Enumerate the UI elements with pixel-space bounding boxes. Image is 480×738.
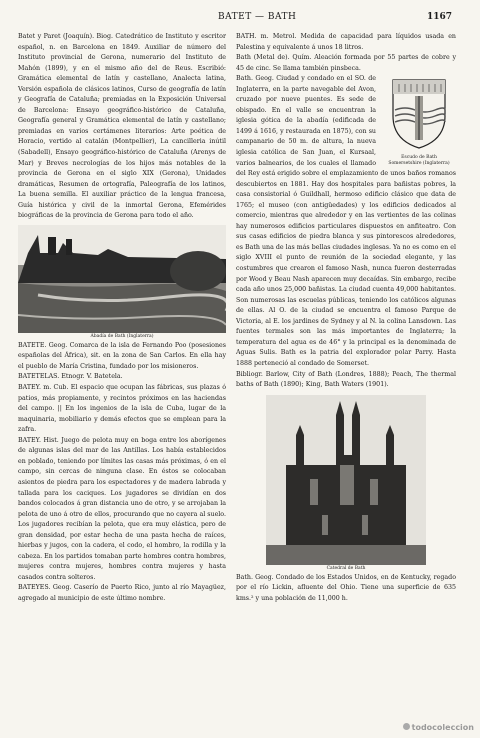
- abbey-photo: [18, 225, 226, 333]
- entry-bateyes: BATEYES. Geog. Caserío de Puerto Rico, junto al río Mayagüez, agregado al municipio de este último nombre.: [18, 584, 226, 602]
- left-column: [18, 32, 226, 605]
- coat-of-arms-block: [382, 76, 456, 167]
- entry-bath-metal: Bath (Metal de). Quím. Aleación formada por 55 partes de cobre y 45 de cinc. Se llama también pinsbeca.: [236, 54, 456, 72]
- abbey-illustration: [18, 225, 226, 333]
- entry-batete: BATETE. Geog. Comarca de la isla de Fernando Poo (posesiones españolas del África), sit. en la zona de San Carlos. En ella hay el pueblo de María Cristina, fundado por los misioneros.: [18, 341, 226, 370]
- photo-caption-cathedral: Catedral de Bath: [326, 565, 366, 571]
- running-head: BATET — BATH: [218, 12, 297, 22]
- entry-bath-geog-city: Bath. Geog. Ciudad y condado en el SO. de Inglaterra, en la parte navegable del Avon, cruzado por nueve puentes. Es sede de obispado. En el valle se encuentran la iglesia gótica de la abadía (edificada de 1499 á 1616, y restaurada en 1875), con su campanario de 50 m. de altura, la nueva iglesia católica de San Juan, el Kursaal, varios balnearios, de los cuales el llamado del Rey está erigido sobre el emplazamiento de unos baños romanos descubiertos en 1881. Hay dos hospitales para bañistas pobres, la casa consistorial ó Guildhall, hermoso edificio clásico que data de 1765; el museo (con antigüedades) y los edificios dedicados al comercio, mientras que alrededor y en las vertientes de las colinas hay numerosos edificios particulares dispuestos en anfiteatro. Con sus casas edificios de piedra blanca y sus pintorescos alrededores, es Bath una de las más bellas ciudades inglesas. Ya no es como en el siglo XVIII el punto de reunión de la sociedad elegante, y las costumbres que crearon el famoso Nash, nunca fueron desterradas por Wood y Beau Nash aparecen muy decaídas. Sin embargo, recibe cada año unos 25,000 bañistas. La ciudad cuenta 49,000 habitantes. Son numerosas las escuelas públicas, teniendo los católicos algunas de ellas. Al O. de la ciudad se encuentra el famoso Parque de Victoria, al E. los jardines de Sydney y al N. la colina Lansdown. Las fuentes termales son las más importantes de Inglaterra; la temperatura del agua es de 46° y la principal es la denominada de Aguas Sulis. Bath es la patria del explorador polar Parry. Hasta 1888 perteneció al condado de Somerset.: [236, 75, 456, 367]
- coat-of-arms-shield: [389, 76, 449, 150]
- entry-bath-bibliography: Bibliogr. Barlow, City of Bath (Londres, 1888); Peach, The thermal baths of Bath (1890); King, Bath Waters (1901).: [236, 370, 456, 389]
- right-column: [236, 32, 456, 604]
- entry-batey-hist: BATEY. Hist. Juego de pelota muy en boga entre los aborígenes de algunas islas del mar de las Antillas. Los había establecidos en poblado, teniendo por límites las casas más próximas, ó en el campo, sin cercas de ninguna clase. En éstos se colocaban asientos de piedra para los espectadores y de madera labrada y tallada para los caciques. Los jugadores se dividían en dos bandos colocados á gran distancia uno de otro, y se arrojaban la pelota de uno á otro de ellos, procurando que no cayera al suelo. Los jugadores recibían la pelota, que era muy elástica, pero de gran densidad, por estar hecha de una pasta hecha de raíces, hierbas y jugos, con la cadera, el codo, el hombro, la rodilla y la cabeza. En los partidos tomaban parte hombres contra hombres, mujeres contra mujeres, hombres contra mujeres y hasta casados contra solteros.: [18, 436, 226, 581]
- entry-bath-metrol: BATH. m. Metrol. Medida de capacidad para líquidos usada en Palestina y equivalente á unos 18 litros.: [236, 33, 456, 51]
- entry-batey-cub: BATEY. m. Cub. El espacio que ocupan las fábricas, sus plazas ó patios, más propiamente, y recintos próximos en las haciendas del campo. || En los ingenios de la isla de Cuba, lugar de la maquinaria, mobiliario y demás efectos que se emplean para la zafra.: [18, 384, 226, 434]
- cathedral-illustration: [266, 395, 426, 565]
- entry-batetelas: BATETELAS. Etnogr. V. Batetela.: [18, 373, 123, 381]
- page-number: 1167: [426, 12, 452, 22]
- coat-caption-line2: Somersetshire (Inglaterra): [388, 160, 450, 166]
- photo-caption-abbey: Abadía de Bath (Inglaterra): [90, 333, 154, 339]
- cathedral-photo: [266, 395, 426, 565]
- watermark-text: todocoleccion: [411, 723, 474, 732]
- watermark-logo: [403, 723, 474, 732]
- coat-caption-line1: Escudo de Bath: [401, 154, 437, 160]
- page-header: [18, 12, 452, 26]
- entry-batet-paret: Batet y Paret (Joaquín). Biog. Catedrático de Instituto y escritor español, n. en Barcelona en 1849. Auxiliar de número del Instituto provincial de Gerona, numerario del Instituto de Mahón (1899), y en el mismo año del de Reus. Escribió: Gramática elemental de latín y castellano, Analecta latina, Versión española de clásicos latinos, Curso de geografía de latín y Geografía de Cataluña; premiadas en la Exposición Universal de Barcelona: Ensayo geográfico-histórico de Cataluña, Geografía general y Gramática elemental de latín y castellano; premiadas en varios certámenes literarios: Arte poética de Horacio, vertido al catalán (Montpellier), La cancilleria inútil (Sabadell), Ensayo geográfico-histórico de Cataluña (Arenys de Mar) y Breves necrologías de los hijos más notables de la provincia de Gerona en el siglo XIX (Gerona), Unidades dramáticas, Resumen de ortografía, Paleografía de los latinos, La buena semilla. El auxiliar práctico de la lengua francesa, Guía histórica y civil de la inmortal Gerona, Efemérides biográficas de la provincia de Gerona para todo el año.: [18, 33, 226, 220]
- entry-bath-usa: Bath. Geog. Condado de los Estados Unidos, en de Kentucky, regado por el río Lickin, afluente del Ohio. Tiene una superficie de 635 kms.² y una población de 11,000 h.: [236, 573, 456, 602]
- watermark-dot-icon: [403, 723, 410, 730]
